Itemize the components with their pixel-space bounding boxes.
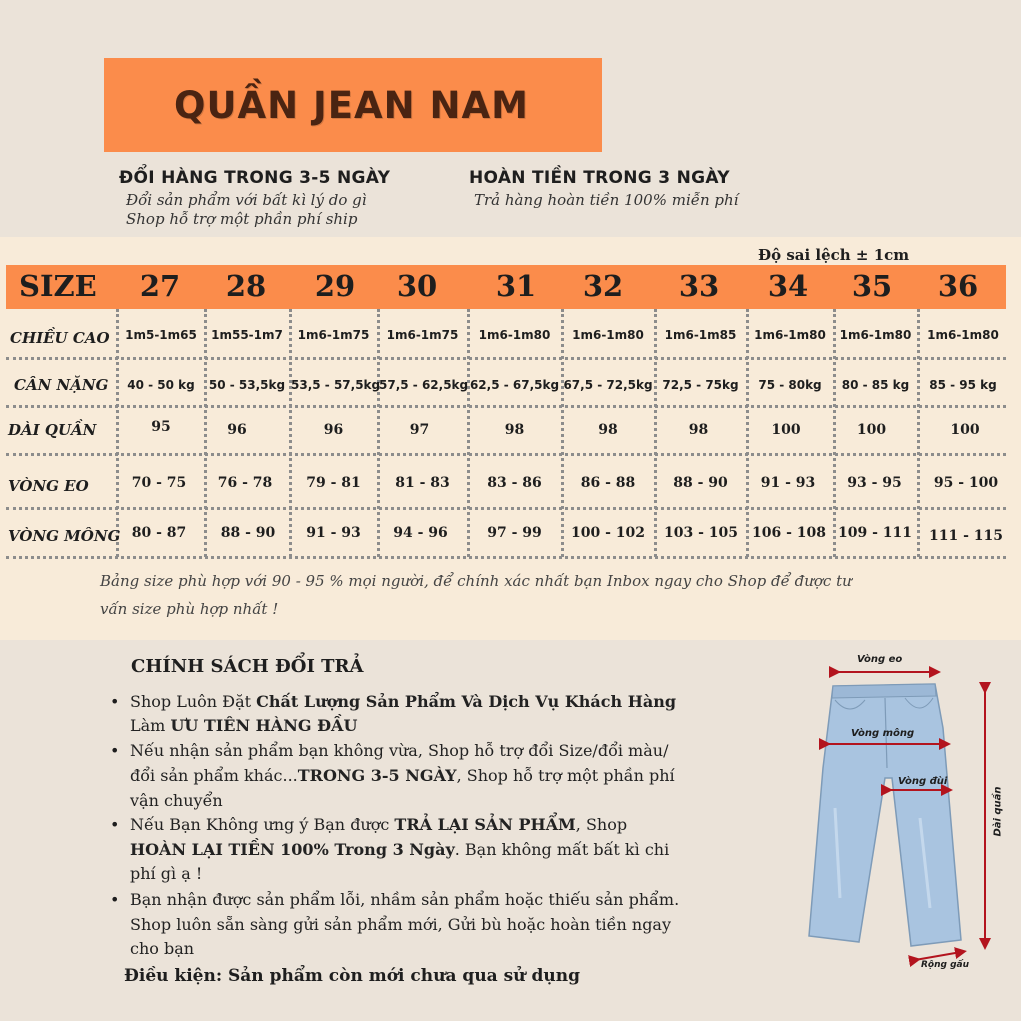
label-hip: Vòng mông [851,728,915,739]
bullet-dot: • [110,815,120,834]
row-divider [6,556,1006,559]
exchange-line-2: Shop hỗ trợ một phần phí ship [126,210,358,228]
table-cell: 75 - 80kg [758,378,822,392]
tolerance-note: Độ sai lệch ± 1cm [758,246,910,264]
table-cell: 1m55-1m7 [211,328,283,342]
table-cell: 100 - 102 [570,525,645,541]
table-cell: 86 - 88 [580,475,636,491]
size-col-35: 35 [851,269,893,303]
table-cell: 109 - 111 [837,525,912,541]
bullet-dot: • [110,741,120,760]
policy-condition: Điều kiện: Sản phẩm còn mới chưa qua sử dụng [124,966,580,986]
table-cell: 67,5 - 72,5kg [563,378,653,392]
size-col-34: 34 [767,269,809,303]
row-label-waist: VÒNG EO [8,477,89,495]
table-cell: 79 - 81 [306,475,361,491]
row-divider [6,357,1006,360]
table-cell: 81 - 83 [395,475,450,491]
policy-item-2-line-1: Nếu nhận sản phẩm bạn không vừa, Shop hỗ trợ đổi Size/đổi màu/ [130,741,669,760]
table-cell: 96 [323,422,344,438]
table-cell: 80 - 85 kg [841,378,910,392]
exchange-heading: ĐỔI HÀNG TRONG 3-5 NGÀY [119,168,391,188]
table-cell: 97 [409,422,430,438]
table-cell: 94 - 96 [393,525,448,541]
table-cell: 88 - 90 [673,475,728,491]
table-cell: 95 [151,419,171,435]
table-cell: 103 - 105 [663,525,738,541]
policy-item-3-line-3: phí gì ạ ! [130,864,203,883]
table-cell: 57,5 - 62,5kg [379,378,469,392]
table-cell: 1m6-1m80 [572,328,644,342]
size-col-29: 29 [314,269,356,303]
exchange-line-1: Đổi sản phẩm với bất kì lý do gì [126,191,367,209]
size-col-30: 30 [396,269,438,303]
page-title: QUẦN JEAN NAM [174,83,529,127]
table-cell: 1m6-1m85 [664,328,737,342]
jeans-illustration [795,648,1021,978]
table-cell: 100 [771,422,801,438]
size-header-label: SIZE [19,269,97,303]
table-cell: 95 - 100 [933,475,999,491]
table-cell: 50 - 53,5kg [208,378,286,392]
table-cell: 1m6-1m80 [754,328,826,342]
row-divider [6,507,1006,510]
policy-item-1-line-2: Làm ƯU TIÊN HÀNG ĐẦU [130,716,358,735]
size-col-36: 36 [937,269,979,303]
refund-heading: HOÀN TIỀN TRONG 3 NGÀY [469,168,730,188]
table-cell: 91 - 93 [306,525,361,541]
table-cell: 76 - 78 [217,475,273,491]
table-cell: 40 - 50 kg [127,378,195,392]
label-thigh: Vòng đùi [898,776,948,787]
policy-item-2-line-3: vận chuyển [130,791,223,810]
policy-title: CHÍNH SÁCH ĐỔI TRẢ [131,656,364,677]
jeans-measurement-figure [795,648,1021,978]
size-col-33: 33 [678,269,720,303]
policy-item-4-line-3: cho bạn [130,939,195,958]
bullet-dot: • [110,692,120,711]
table-cell: 1m6-1m80 [478,328,551,342]
row-divider [6,405,1006,408]
table-cell: 98 [688,422,709,438]
table-cell: 91 - 93 [760,475,816,491]
col-divider [917,309,920,557]
policy-item-3-line-1: Nếu Bạn Không ưng ý Bạn được TRẢ LẠI SẢN PHẨM, Shop [130,815,628,834]
policy-item-4-line-2: Shop luôn sẵn sàng gửi sản phẩm mới, Gửi bù hoặc hoàn tiền ngay [130,915,672,934]
table-cell: 98 [504,422,525,438]
table-cell: 100 [950,422,980,438]
table-cell: 88 - 90 [220,525,276,541]
refund-line-1: Trả hàng hoàn tiền 100% miễn phí [474,191,739,209]
table-cell: 72,5 - 75kg [662,378,739,392]
label-length: Dài quần [992,786,1004,837]
table-cell: 62,5 - 67,5kg [469,378,560,392]
table-cell: 96 [227,422,247,438]
table-cell: 93 - 95 [847,475,902,491]
jeans-shape [809,684,961,946]
hem-arrow [915,952,961,960]
table-cell: 97 - 99 [487,525,542,541]
size-col-28: 28 [225,269,267,303]
table-cell: 1m6-1m75 [297,328,370,342]
row-label-hip: VÒNG MÔNG [8,527,121,545]
row-label-weight: CÂN NẶNG [14,376,109,394]
row-label-length: DÀI QUẦN [8,421,97,439]
table-cell: 1m5-1m65 [125,328,197,342]
size-col-27: 27 [139,269,181,303]
size-note-line-2: vấn size phù hợp nhất ! [100,600,279,618]
row-divider [6,453,1006,456]
title-banner [104,58,602,152]
size-col-31: 31 [495,269,537,303]
policy-item-4-line-1: Bạn nhận được sản phẩm lỗi, nhầm sản phẩm hoặc thiếu sản phẩm. [130,890,680,909]
bullet-dot: • [110,890,120,909]
table-cell: 111 - 115 [928,528,1003,544]
table-cell: 1m6-1m80 [839,328,912,342]
table-cell: 85 - 95 kg [929,378,997,392]
table-cell: 80 - 87 [131,525,187,541]
size-col-32: 32 [582,269,624,303]
table-cell: 83 - 86 [487,475,542,491]
policy-item-3-line-2: HOÀN LẠI TIỀN 100% Trong 3 Ngày. Bạn không mất bất kì chi [130,840,670,859]
policy-item-2-line-2: đổi sản phẩm khác...TRONG 3-5 NGÀY, Shop hỗ trợ một phần phí [130,766,675,785]
table-cell: 1m6-1m80 [927,328,999,342]
row-label-height: CHIỀU CAO [10,329,110,347]
policy-item-1-line-1: Shop Luôn Đặt Chất Lượng Sản Phẩm Và Dịch Vụ Khách Hàng [130,692,677,711]
table-cell: 98 [598,422,618,438]
table-cell: 1m6-1m75 [386,328,459,342]
table-cell: 100 [856,422,887,438]
label-hem: Rộng gấu [921,960,970,970]
table-cell: 53,5 - 57,5kg [291,378,381,392]
table-cell: 106 - 108 [751,525,826,541]
table-cell: 70 - 75 [131,475,187,491]
label-waist: Vòng eo [857,654,903,665]
size-note-line-1: Bảng size phù hợp với 90 - 95 % mọi người, để chính xác nhất bạn Inbox ngay cho Shop để được tư [100,572,852,590]
